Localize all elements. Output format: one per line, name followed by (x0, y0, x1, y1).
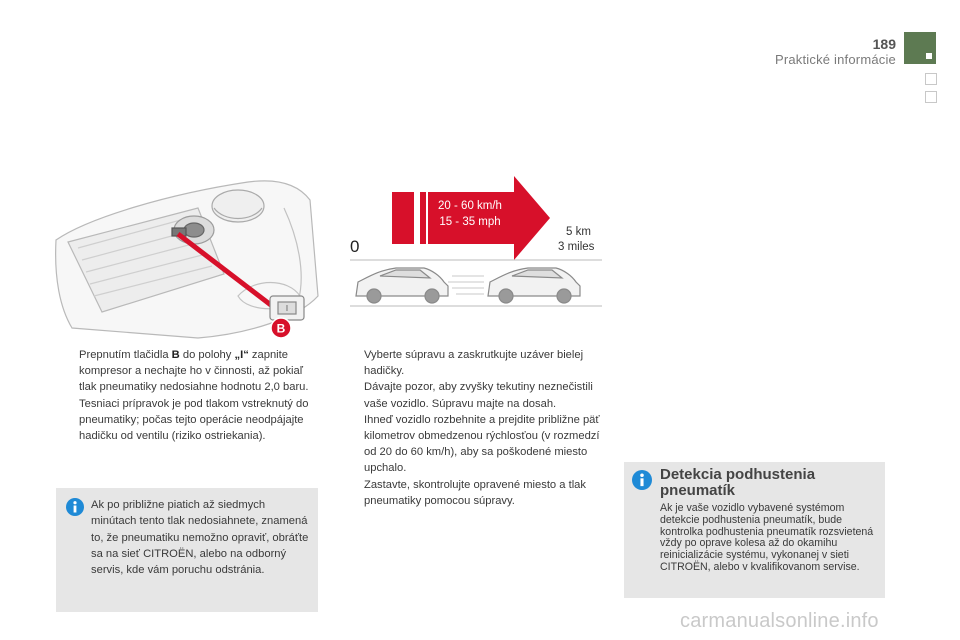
distance-miles-label: 3 miles (558, 241, 595, 253)
instruction-text: Zastavte, skontrolujte opravené miesto a tlak pneumatiky pomocou súpravy. (364, 478, 586, 507)
instruction-item-drive (342, 412, 604, 477)
instruction-text: Ihneď vozidlo rozbehnite a prejdite približne päť kilometrov obmedzenou rýchlosťou (v rozmedzí od 20 do 60 km/h), aby sa poškodené miesto upchalo. (364, 413, 600, 475)
speed-bar-2 (420, 192, 426, 244)
distance-km-label: 5 km (566, 226, 591, 238)
instruction-note-text: Dávajte pozor, aby zvyšky tekutiny neznečistili vaše vozidlo. Súpravu majte na dosah. (364, 381, 593, 410)
instruction-item-hose (342, 347, 604, 412)
kit-switch-mark: I (285, 304, 289, 313)
speed-kmh-label: 20 - 60 km/h (438, 200, 502, 212)
distance-start-label: 0 (350, 237, 360, 256)
instruction-item-check (342, 477, 604, 509)
car-stationary (356, 268, 448, 303)
info-box-text: Ak je vaše vozidlo vybavené systémom detekcie podhustenia pneumatík, bude kontrolka podhustenia pneumatík rozsvietená vždy po oprave kolesa až do okamihu reinicializácie systému, vykonanej v sieti CITROËN, alebo v kvalifikovanom servise. (660, 502, 874, 573)
info-icon (66, 498, 84, 516)
compressor-kit-illustration (48, 178, 320, 340)
car-moving (488, 268, 580, 303)
watermark: carmanualsonline.info (680, 610, 879, 632)
instruction-text: Prepnutím tlačidla B do polohy „I“ zapnite kompresor a nechajte ho v činnosti, až pokiaľ tlak pneumatiky nedosiahne hodnotu 2,0 baru. (79, 349, 309, 394)
info-box-title: Detekcia podhustenia pneumatík (660, 466, 816, 499)
chapter-tab-active[interactable] (904, 32, 936, 64)
kit-callout-b: B (276, 321, 286, 336)
right-column (342, 347, 604, 509)
section-title: Praktické informácie (774, 52, 896, 67)
tab-marker-icon (926, 53, 932, 59)
instruction-item-compressor (57, 347, 321, 444)
speed-bar-1 (392, 192, 414, 244)
info-icon (632, 470, 652, 490)
info-box-text: Ak po približne piatich až siedmych minútach tento tlak nedosiahnete, znamená to, že pneumatiku nemožno opraviť, obráťte sa na sieť CITROËN, alebo na odborný servis, kde vám poruchu odstránia. (91, 499, 309, 577)
driving-speed-illustration (340, 172, 608, 312)
speed-mph-label: 15 - 35 mph (439, 216, 501, 228)
info-box-underinflation (624, 462, 885, 598)
left-column (57, 347, 321, 444)
info-box-pressure (56, 488, 318, 612)
instruction-text: Vyberte súpravu a zaskrutkujte uzáver bielej hadičky. (364, 349, 584, 378)
instruction-note-text: Tesniaci prípravok je pod tlakom vstreknutý do pneumatiky; počas tejto operácie neodpájajte hadičku od ventilu (riziko ostriekania). (79, 397, 309, 443)
position-i-ref: „I“ (234, 349, 249, 361)
page-number: 189 (872, 36, 896, 52)
chapter-tab-empty-2[interactable] (925, 91, 937, 103)
button-b-ref: B (171, 349, 180, 361)
chapter-tab-empty-1[interactable] (925, 73, 937, 85)
